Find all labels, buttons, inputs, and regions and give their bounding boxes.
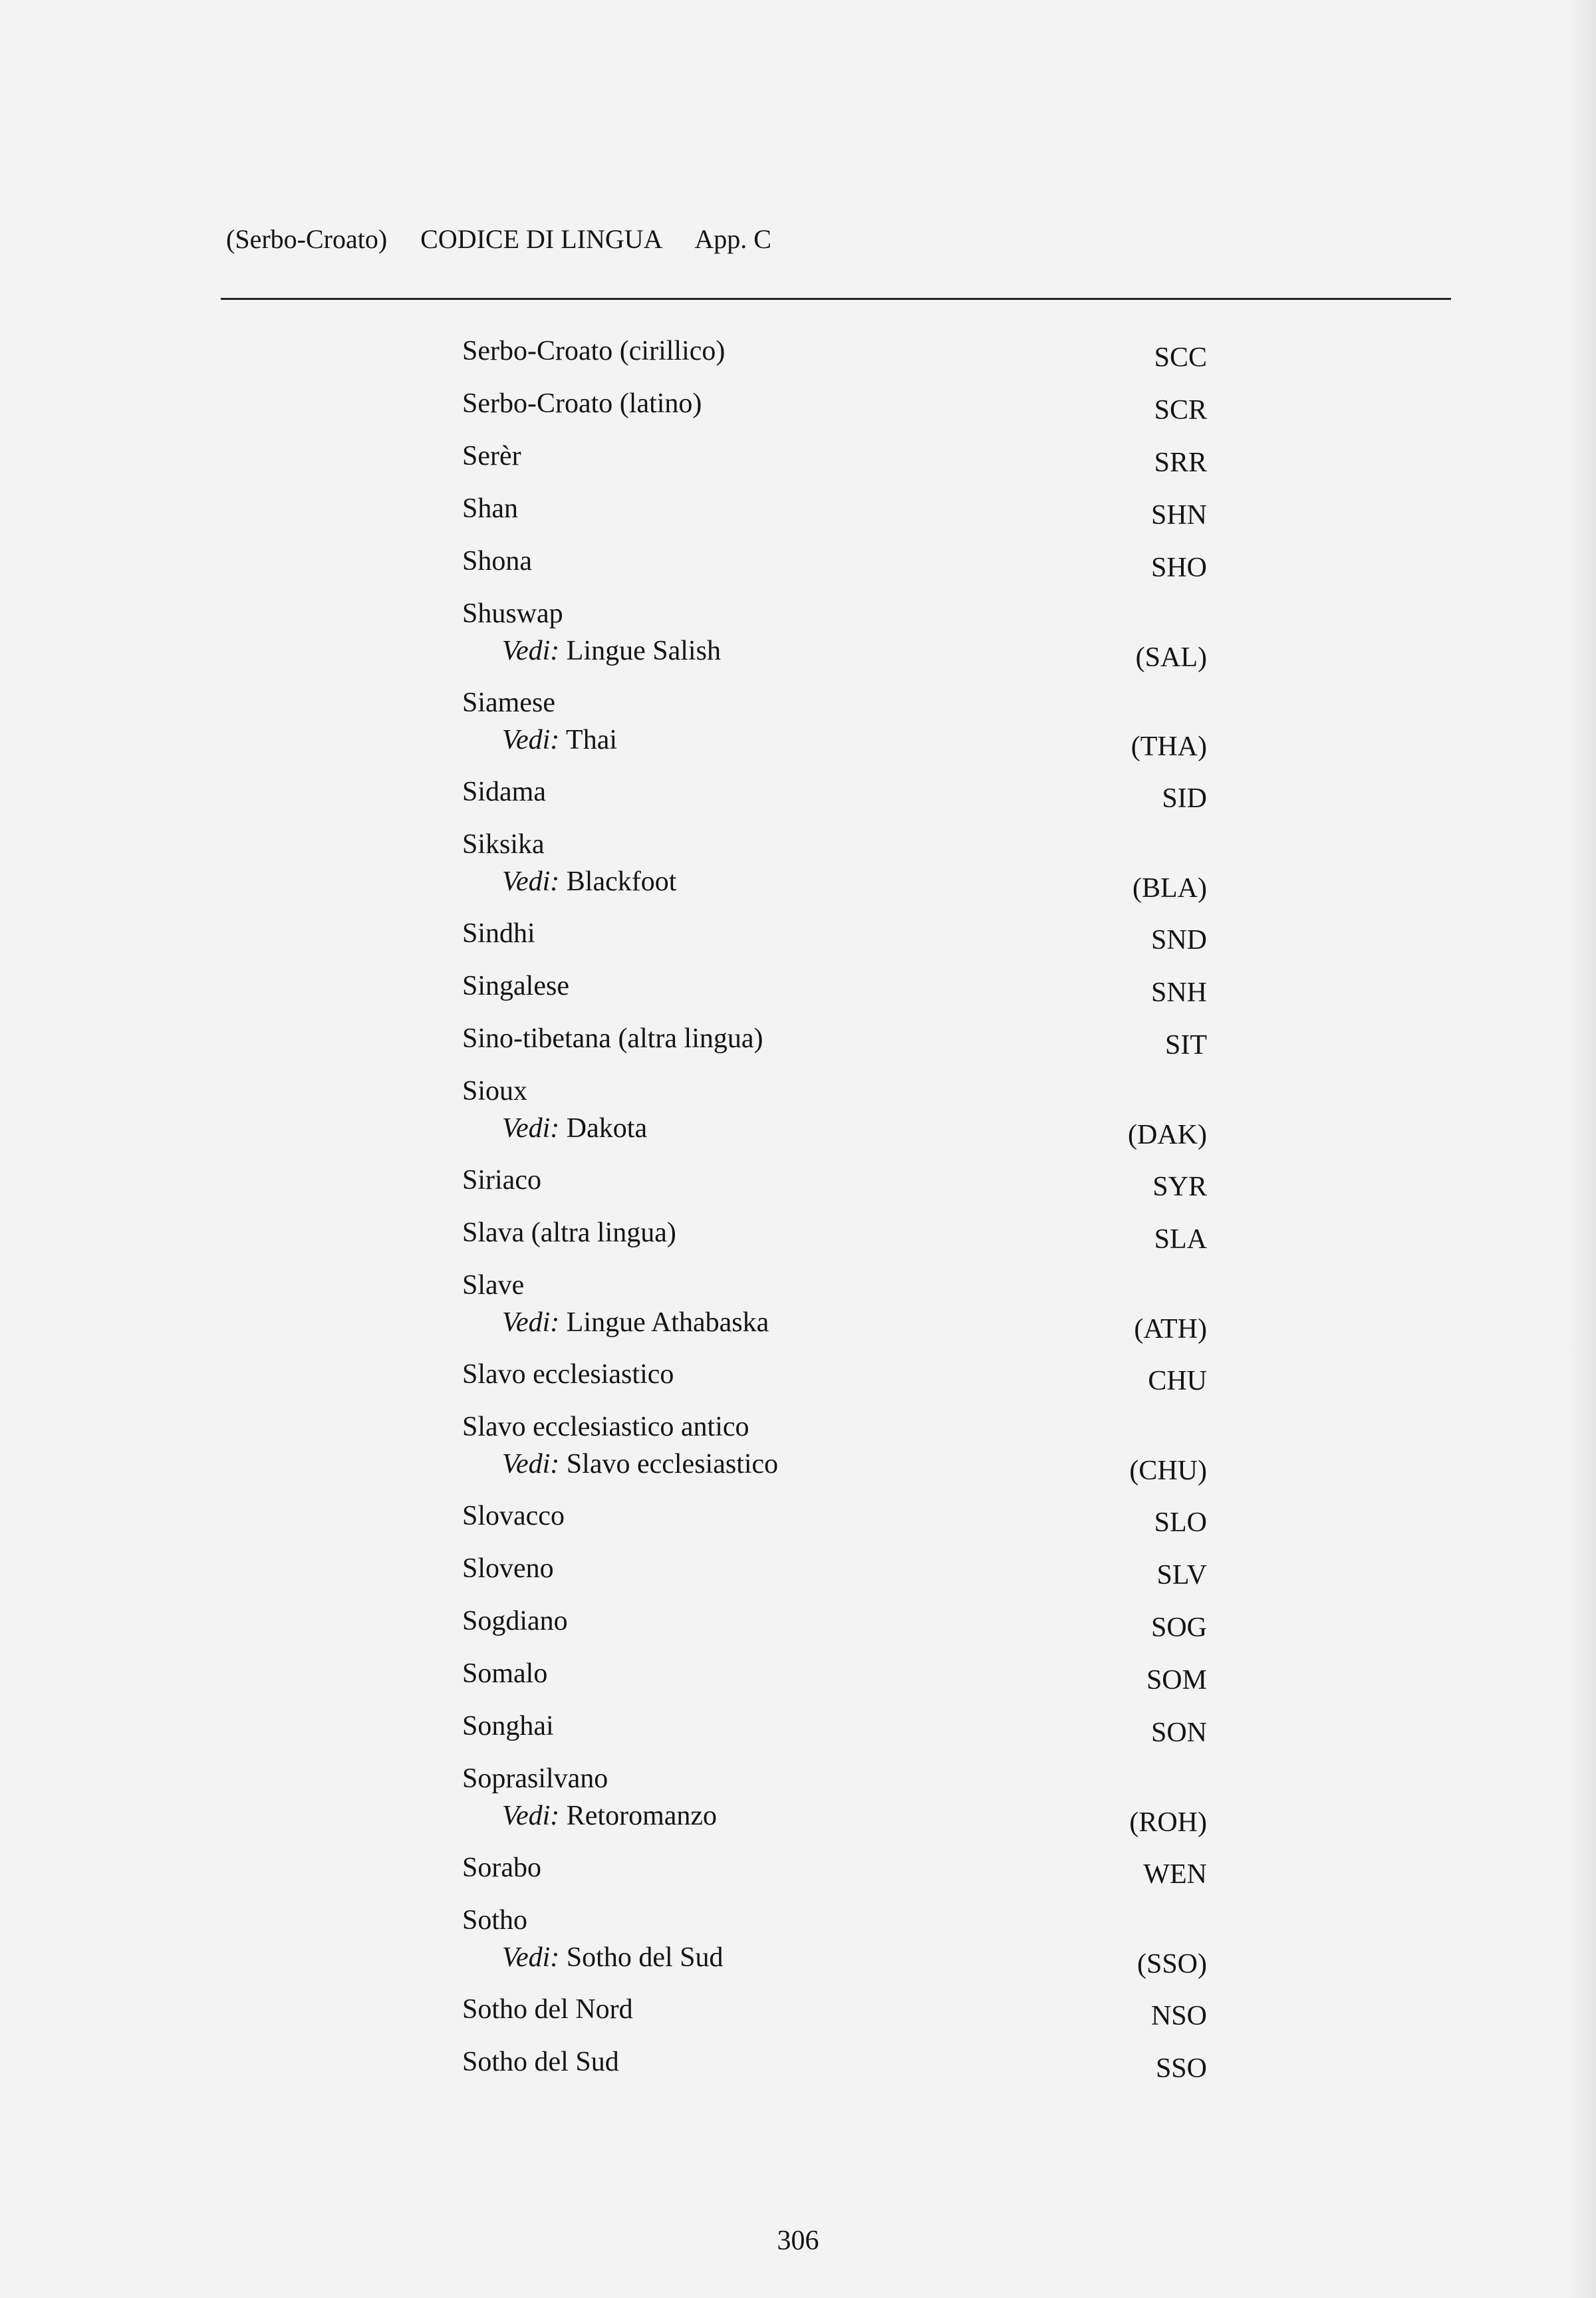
see-label: Vedi:	[502, 1942, 560, 1973]
language-name: Sloveno	[462, 1553, 554, 1584]
language-code: SCR	[1154, 395, 1207, 426]
see-target: Slavo ecclesiastico	[566, 1449, 779, 1479]
language-name: Sorabo	[462, 1852, 541, 1883]
page-number: 306	[777, 2226, 819, 2256]
language-name: Shona	[462, 546, 532, 576]
language-code: SSO	[1155, 2053, 1207, 2084]
language-code: SLO	[1154, 1507, 1207, 1538]
header-title: CODICE DI LINGUA	[420, 224, 663, 254]
language-code: (THA)	[1130, 731, 1207, 762]
language-code: WEN	[1143, 1859, 1207, 1890]
see-target: Sotho del Sud	[566, 1942, 724, 1973]
language-code: SOM	[1146, 1665, 1207, 1696]
language-code: (SSO)	[1136, 1949, 1207, 1979]
language-code: SCC	[1154, 342, 1207, 373]
language-code: SIT	[1165, 1030, 1207, 1061]
see-target: Dakota	[566, 1113, 648, 1144]
language-code: SON	[1150, 1718, 1207, 1748]
see-reference	[502, 1304, 769, 1341]
language-name: Shan	[462, 493, 518, 524]
language-name: Sindhi	[462, 918, 535, 949]
language-name: Sotho	[462, 1905, 528, 1936]
language-name: Sogdiano	[462, 1606, 568, 1636]
language-name: Siamese	[462, 688, 555, 718]
see-reference	[502, 1446, 778, 1483]
language-name: Slovacco	[462, 1501, 565, 1531]
language-name: Sioux	[462, 1076, 528, 1106]
language-code: SLV	[1156, 1560, 1207, 1591]
language-code: SHN	[1150, 500, 1207, 531]
language-code: (DAK)	[1128, 1120, 1207, 1150]
language-code: (SAL)	[1135, 642, 1207, 673]
language-name: Slava (altra lingua)	[462, 1217, 676, 1248]
language-code: SRR	[1154, 447, 1207, 478]
language-name: Songhai	[462, 1711, 554, 1741]
see-target: Lingue Athabaska	[566, 1307, 769, 1338]
language-name: Serbo-Croato (cirillico)	[462, 336, 726, 366]
see-label: Vedi:	[502, 1801, 560, 1831]
see-label: Vedi:	[502, 1449, 560, 1479]
language-name: Serbo-Croato (latino)	[462, 388, 702, 419]
see-label: Vedi:	[502, 1113, 560, 1144]
see-target: Blackfoot	[566, 866, 677, 897]
language-name: Sotho del Sud	[462, 2047, 619, 2077]
language-name: Sino-tibetana (altra lingua)	[462, 1023, 763, 1054]
language-code: CHU	[1148, 1366, 1207, 1396]
header-range: (Serbo-Croato)	[226, 224, 388, 254]
language-name: Siksika	[462, 829, 545, 860]
language-code: SHO	[1150, 553, 1207, 583]
see-reference	[502, 1939, 724, 1976]
language-name: Slavo ecclesiastico	[462, 1359, 674, 1390]
language-code: (ATH)	[1134, 1314, 1207, 1344]
see-reference	[502, 1110, 647, 1147]
see-reference	[502, 863, 676, 900]
see-label: Vedi:	[502, 636, 560, 666]
language-code: (ROH)	[1129, 1807, 1207, 1838]
header-appendix: App. C	[694, 224, 771, 254]
language-name: Somalo	[462, 1658, 548, 1689]
language-name: Soprasilvano	[462, 1763, 608, 1794]
language-name: Siriaco	[462, 1165, 541, 1196]
language-code: SYR	[1152, 1172, 1207, 1202]
language-code: SLA	[1154, 1224, 1207, 1255]
see-label: Vedi:	[502, 725, 560, 755]
language-code: (BLA)	[1132, 873, 1207, 904]
language-name: Sidama	[462, 777, 546, 807]
page-edge	[1569, 0, 1596, 2298]
language-name: Shuswap	[462, 598, 563, 629]
language-code: SID	[1162, 783, 1207, 814]
see-target: Retoromanzo	[566, 1801, 718, 1831]
language-name: Singalese	[462, 971, 569, 1001]
language-code: SNH	[1150, 977, 1207, 1008]
language-name: Slave	[462, 1270, 525, 1301]
see-target: Thai	[566, 725, 618, 755]
language-code: (CHU)	[1129, 1456, 1207, 1486]
language-name: Slavo ecclesiastico antico	[462, 1412, 749, 1442]
see-label: Vedi:	[502, 866, 560, 897]
language-code: SOG	[1150, 1612, 1207, 1643]
language-code: SND	[1150, 925, 1207, 956]
language-name: Sotho del Nord	[462, 1994, 633, 2025]
language-code: NSO	[1150, 2001, 1207, 2031]
running-header	[226, 223, 798, 255]
see-reference	[502, 721, 617, 759]
header-rule	[221, 298, 1451, 300]
language-name: Serèr	[462, 441, 521, 471]
see-label: Vedi:	[502, 1307, 560, 1338]
see-reference	[502, 1797, 717, 1835]
see-target: Lingue Salish	[566, 636, 721, 666]
see-reference	[502, 632, 721, 670]
